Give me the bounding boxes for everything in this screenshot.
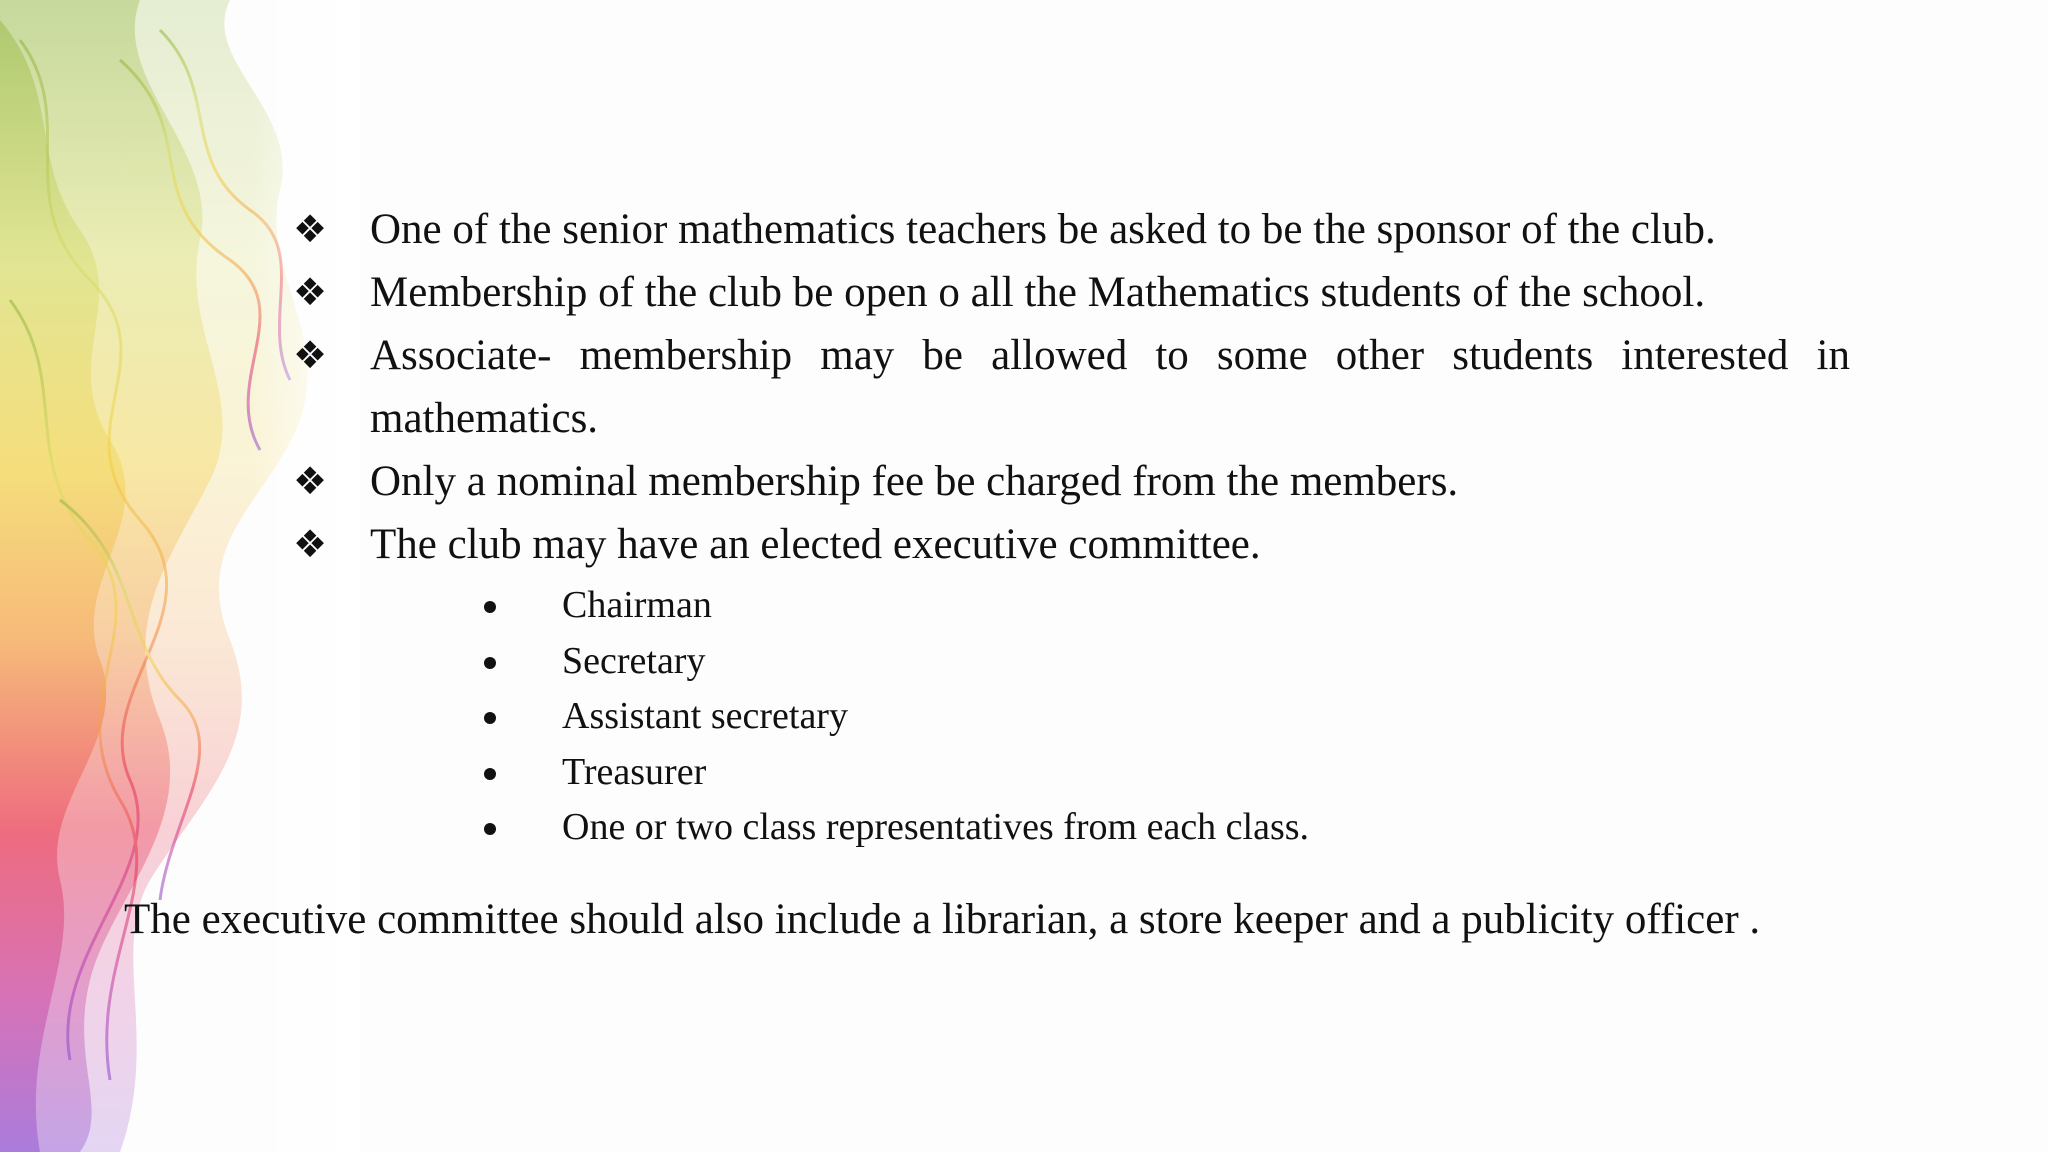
filled-dot-icon bbox=[484, 768, 496, 780]
filled-dot-icon bbox=[484, 712, 496, 724]
list-item-text: Only a nominal membership fee be charged from the members. bbox=[370, 458, 1459, 505]
four-diamond-bullet-icon: ❖ bbox=[292, 207, 328, 251]
list-item bbox=[290, 450, 1850, 513]
list-item bbox=[480, 745, 1309, 801]
list-item-text: The club may have an elected executive committee. bbox=[370, 521, 1261, 568]
list-item-text: One of the senior mathematics teachers be asked to be the sponsor of the club. bbox=[370, 206, 1716, 253]
four-diamond-bullet-icon: ❖ bbox=[292, 270, 328, 314]
list-item-text: Membership of the club be open o all the Mathematics students of the school. bbox=[370, 269, 1706, 316]
list-item bbox=[290, 324, 1850, 450]
closing-note: The executive committee should also include a librarian, a store keeper and a publicity officer . bbox=[124, 896, 1761, 943]
filled-dot-icon bbox=[484, 657, 496, 669]
smoke-wave-decoration bbox=[0, 0, 360, 1152]
list-item bbox=[290, 261, 1850, 324]
four-diamond-bullet-icon: ❖ bbox=[292, 333, 328, 377]
four-diamond-bullet-icon: ❖ bbox=[292, 459, 328, 503]
main-bullet-list bbox=[290, 198, 1850, 576]
list-item bbox=[480, 578, 1309, 634]
list-item bbox=[290, 198, 1850, 261]
list-item bbox=[480, 634, 1309, 690]
four-diamond-bullet-icon: ❖ bbox=[292, 522, 328, 566]
committee-roles-list bbox=[480, 578, 1309, 856]
list-item bbox=[480, 800, 1309, 856]
list-item bbox=[290, 513, 1850, 576]
role-label: Chairman bbox=[562, 584, 712, 626]
filled-dot-icon bbox=[484, 601, 496, 613]
role-label: Secretary bbox=[562, 639, 706, 682]
role-label: Assistant secretary bbox=[562, 695, 848, 737]
filled-dot-icon bbox=[484, 823, 496, 835]
role-label: Treasurer bbox=[562, 750, 707, 793]
list-item-text: Associate- membership may be allowed to some other students interested in mathematics. bbox=[370, 332, 1850, 442]
role-label: One or two class representatives from each class. bbox=[562, 806, 1310, 848]
list-item bbox=[480, 689, 1309, 745]
